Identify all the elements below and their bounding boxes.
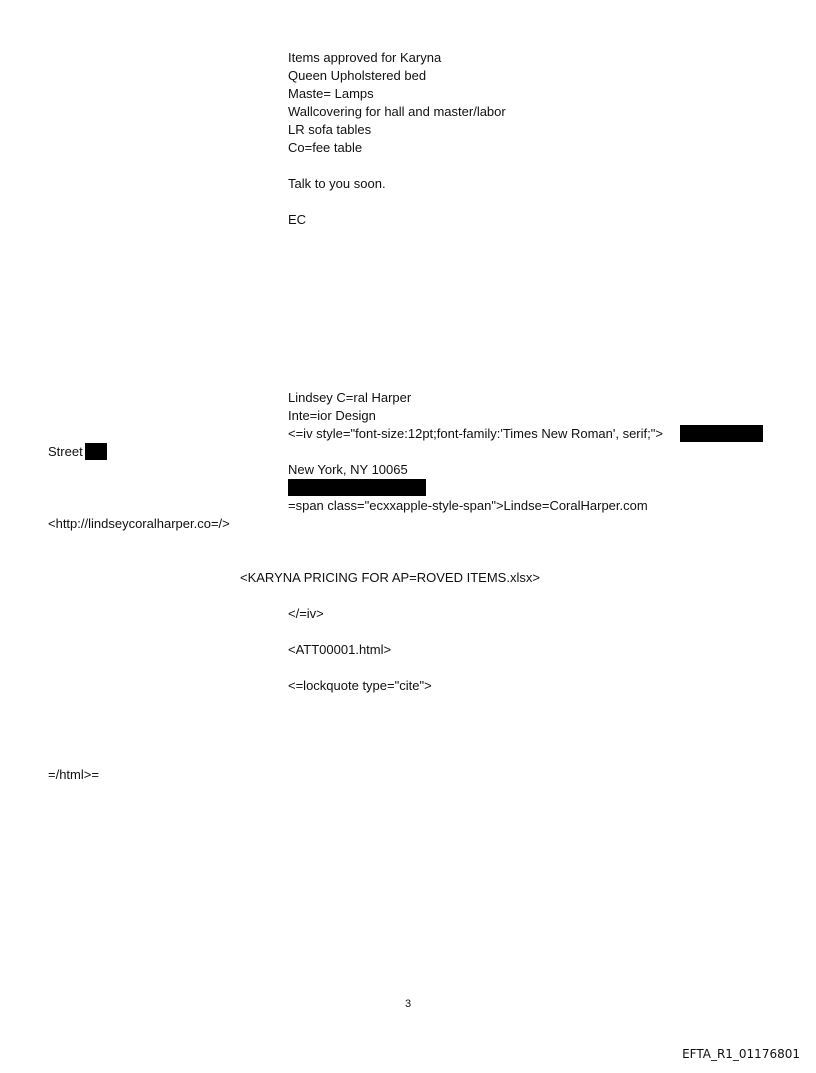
list-item: LR sofa tables	[288, 122, 372, 137]
signature-title: Inte=ior Design	[288, 408, 376, 423]
city-text: New York, NY 10065	[288, 462, 408, 477]
list-item: Wallcovering for hall and master/labor	[288, 104, 506, 119]
signature-name: Lindsey C=ral Harper	[288, 390, 412, 405]
page-number: 3	[404, 998, 412, 1010]
blockquote-markup: <=lockquote type="cite">	[288, 678, 432, 693]
redaction-box	[680, 425, 763, 442]
close-div-markup: </=iv>	[288, 606, 324, 621]
list-item: Queen Upholstered bed	[288, 68, 427, 83]
sender-initials: EC	[288, 212, 307, 227]
span-markup-text: =span class="ecxxapple-style-span">Lindse=CoralHarper.com	[288, 498, 648, 513]
items-heading: Items approved for Karyna	[288, 50, 442, 65]
redaction-box	[288, 479, 426, 496]
attachment-html: <ATT00001.html>	[288, 642, 392, 657]
list-item: Co=fee table	[288, 140, 363, 155]
website-link: <http://lindseycoralharper.co=/>	[48, 516, 230, 531]
bates-number: EFTA_R1_01176801	[682, 1047, 800, 1061]
html-end-markup: =/html>=	[48, 767, 99, 782]
list-item: Maste= Lamps	[288, 86, 374, 101]
street-text: Street	[48, 444, 83, 459]
redaction-box	[85, 443, 107, 460]
div-markup-text: <=iv style="font-size:12pt;font-family:'Times New Roman', serif;">	[288, 426, 663, 441]
closing-text: Talk to you soon.	[288, 176, 386, 191]
attachment-xlsx: <KARYNA PRICING FOR AP=ROVED ITEMS.xlsx>	[240, 570, 540, 585]
